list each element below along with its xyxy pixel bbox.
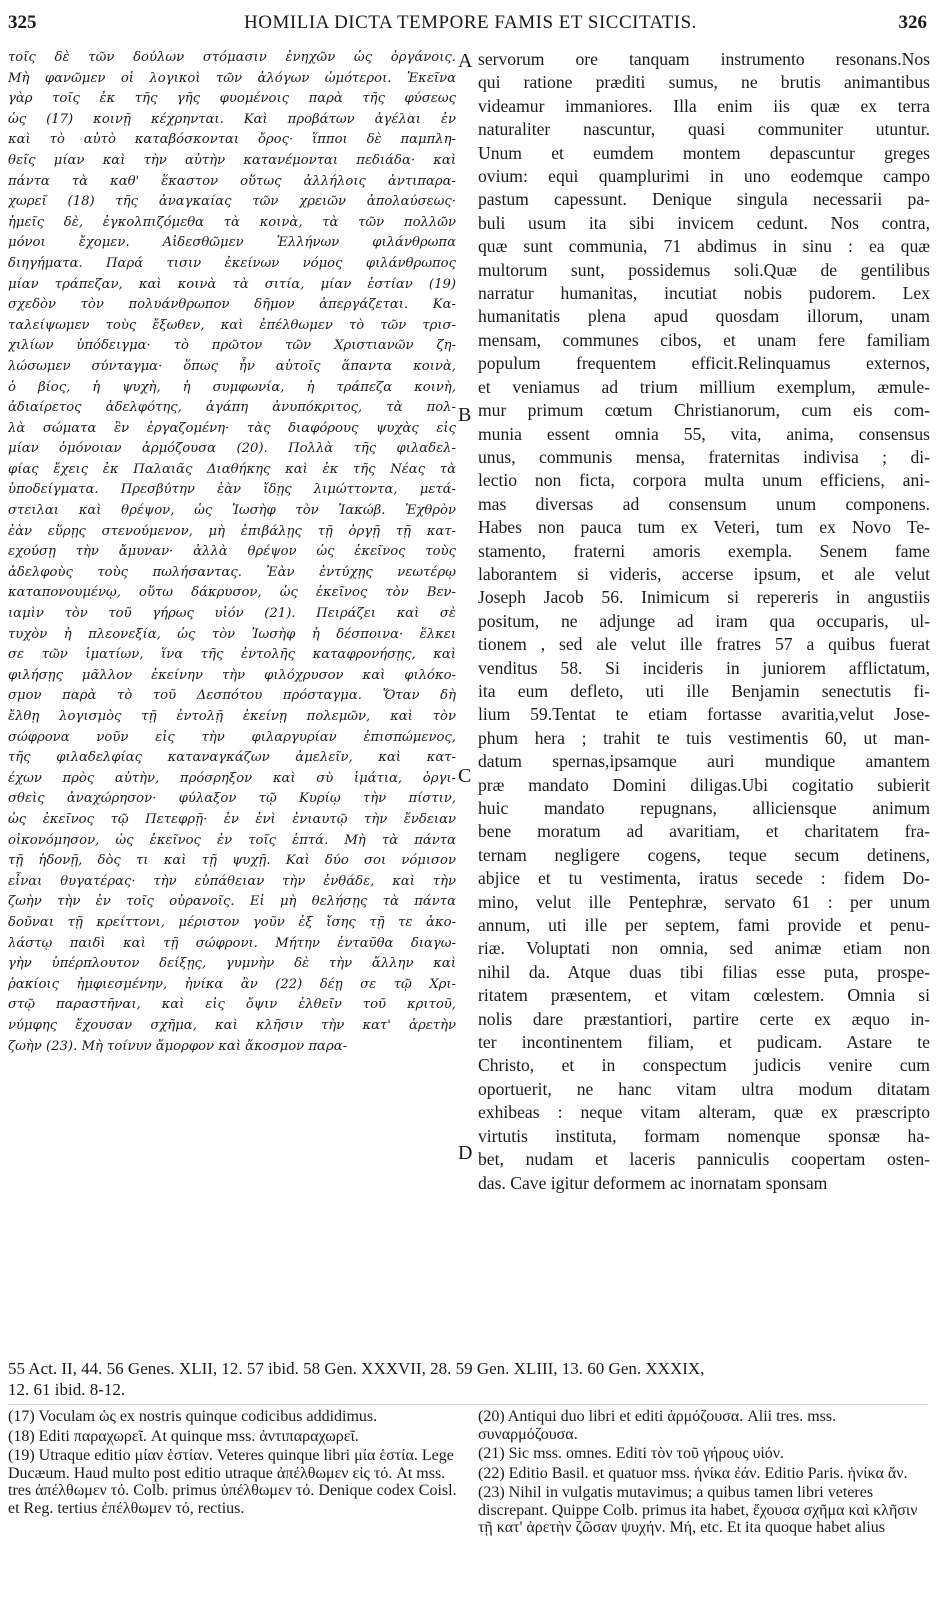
latin-text-line: ter incontinentem filiam, et pudicam. Astare te	[478, 1032, 930, 1053]
latin-text-line: Christo, et in conspectum judicis venire cum	[478, 1055, 930, 1076]
section-marker-a: A	[458, 50, 473, 72]
latin-text-column	[478, 48, 930, 1195]
latin-text-line: ita eum defleto, uti ille Benjamin senectutis fi-	[478, 680, 930, 701]
greek-text-line: νύμφης ἔχουσαν σχῆμα, καὶ κλῆσιν τὴν κατ' ἀρετὴν	[8, 1017, 456, 1033]
latin-text-line: oportuerit, ne hanc vitam ultra modum ditatam	[478, 1078, 930, 1099]
greek-text-line: ἀδιαίρετος ἀδελφότης, ἀγάπη ἀνυπόκριτος, τὰ πολ-	[8, 400, 456, 416]
scripture-references-line: 12. 61 ibid. 8-12.	[8, 1380, 126, 1399]
latin-text-line: lium 59.Tentat te etiam fortasse avaritia,velut Jose-	[478, 704, 930, 725]
latin-text-line: huic mandato repugnans, alliciensque animum	[478, 798, 930, 818]
page-header	[0, 10, 941, 38]
section-marker-c: C	[458, 765, 472, 787]
footnotes-left	[8, 1408, 458, 1519]
latin-text-line: lectio non ficta, corpora multa unum efficiens, ani-	[478, 470, 930, 491]
latin-text-line: qui ratione præditi sumus, ne brutis animantibus	[478, 72, 930, 93]
latin-text-line: Habes non pauca tum ex Veteri, tum ex Novo Te-	[478, 517, 930, 538]
footnote-23: (23) Nihil in vulgatis mutavimus; a quibus tamen libri veteres discrepant. Quippe Colb. primus ita habet, ἔχουσα σχῆμα καὶ κλῆσιν τῇ κατ' ἀρετὴν ζῶσαν ψυχήν. Μή, etc. Et ita quoque habet alius	[478, 1484, 918, 1536]
latin-text-line: et veniamus ad trium millium exemplum, æmule-	[478, 376, 930, 397]
latin-text-line: positum, ne adjunge ad iram qua occuparis, ul-	[478, 610, 930, 631]
latin-text-line: ovium: equi quamplurimi in uno eodemque campo	[478, 166, 930, 187]
latin-text-line: multorum sunt, possidemus soli.Quæ de gentilibus	[478, 259, 930, 280]
page-number-left: 325	[8, 12, 37, 33]
greek-text-line: ἀδελφοὺς τοὺς πωλήσαντας. Ἐὰν ἐντύχῃς νεωτέρῳ	[8, 564, 456, 580]
latin-text-line: unus, communis mensa, fraternitas indivisa ; di-	[478, 446, 930, 467]
greek-text-line: δοῦναι τῇ κρείττονι, μέριστον γοῦν ἐξ ἴσης τῇ τε ἀκο-	[8, 914, 456, 930]
greek-text-line: χιλίων ὑπόδειγμα· τὸ πρῶτον τῶν Χριστιανῶν ζη-	[8, 338, 456, 354]
latin-text-line: bet, nudam et laceris panniculis coopertam osten-	[478, 1149, 930, 1170]
latin-text-line: riæ. Voluptati non omnia, sed animæ etiam non	[478, 938, 930, 959]
latin-text-line: pastum capessunt. Denique singula necessarii pa-	[478, 189, 930, 210]
greek-text-line: στῷ παραστῆναι, καὶ εἰς ὄψιν ἐλθεῖν τοῦ κριτοῦ,	[8, 997, 456, 1013]
greek-text-line: ὑποδείγματα. Πρεσβύτην ἐὰν ἴδῃς λιμώττοντα, μετά-	[8, 482, 456, 498]
greek-text-line: λὰ σώματα ἓν ἐργαζομένη· τὰς διαφόρους ψυχὰς εἰς	[8, 420, 456, 436]
greek-text-line: τῇ ἡδονῇ, δὸς τι καὶ τῇ ψυχῇ. Καὶ δύο σοι νόμισον	[8, 853, 456, 869]
footnote-22: (22) Editio Basil. et quatuor mss. ἡνίκα ἐάν. Editio Paris. ἡνίκα ἄν.	[478, 1464, 908, 1482]
greek-text-line: τοῖς δὲ τῶν δούλων στόμασιν ἐνηχῶν ὡς ὀργάνοις.	[8, 50, 456, 65]
latin-text-line: mas diversas ad consensum unum componens.	[478, 493, 930, 514]
greek-text-line: σμον παρὰ τὸ τοῦ Δεσπότου πρόσταγμα. Ὅταν δὴ	[8, 688, 456, 704]
greek-text-line: οἰκονόμησον, ὡς ἐκεῖνος ἐν τοῖς ἑπτά. Μὴ τὰ πάντα	[8, 832, 456, 848]
latin-text-line: mur primum cœtum Christianorum, cum eis com-	[478, 400, 930, 421]
greek-text-line: σθεὶς ἀναχώρησον· φύλαξον τῷ Κυρίῳ τὴν πίστιν,	[8, 791, 456, 807]
latin-text-line: humanitatis plena apud quosdam illorum, unam	[478, 306, 930, 327]
greek-text-line: διηγήματα. Παρά τισιν ἐκείνων νόμος φιλάνθρωπος	[8, 255, 456, 271]
greek-text-line: τῆς φιλαδελφίας καταναγκάζων ἀμελεῖν, καὶ κατ-	[8, 750, 456, 766]
greek-text-line: μόνοι ἔχομεν. Αἰδεσθῶμεν Ἑλλήνων φιλάνθρωπα	[8, 235, 456, 251]
greek-text-line: λάστῳ παιδὶ καὶ τῇ σώφρονι. Μήτην ἐνταῦθα διαγω-	[8, 935, 456, 951]
latin-text-line: narratur humanitas, incutiat nobis pudorem. Lex	[478, 283, 930, 304]
latin-text-line: virtutis instituta, formam nomenque sponsæ ha-	[478, 1125, 930, 1146]
greek-text-line: ὁ βίος, ἡ ψυχὴ, ἡ συμφωνία, ἡ τράπεζα κοινὴ,	[8, 379, 456, 395]
latin-text-line: Joseph Jacob 56. Inimicum si repereris in angustiis	[478, 587, 930, 608]
greek-text-line: έχων πρὸς αὐτὴν, πρόσρηξον καὶ σὺ ἱμάτια, ὀργι-	[8, 770, 456, 786]
latin-text-line: mino, velut ille Pentephræ, servato 61 : per unum	[478, 891, 930, 912]
greek-text-line: φιλήσῃς μᾶλλον ἐκείνην τὴν φιλόχρυσον καὶ φιλόκο-	[8, 667, 456, 683]
greek-text-line: σχεδὸν τὸν πολυάνθρωπον δῆμον ἀπεργάζεται. Κα-	[8, 297, 456, 313]
greek-text-line: στειλαι καὶ θρέψον, ὡς Ἰωσὴφ τὸν Ἰακώβ. Ἐχθρὸν	[8, 503, 456, 519]
footnote-18: (18) Editi παραχωρεῖ. At quinque mss. ἀντιπαραχωρεῖ.	[8, 1427, 359, 1445]
latin-text-line: buli usum ita sibi invicem cedunt. Nos contra,	[478, 212, 930, 233]
greek-text-line: ταλείψωμεν τοὺς ἔξωθεν, καὶ ἐπέλθωμεν τὸ τῶν τρισ-	[8, 317, 456, 333]
greek-text-line: μίαν ὁμόνοιαν ἁρμόζουσα (20). Πολλὰ τῆς φιλαδελ-	[8, 441, 456, 457]
greek-text-line: ζωὴν τὴν ἐν τοῖς οὐρανοῖς. Εἰ μὴ θελήσῃς τὰ πάντα	[8, 894, 456, 910]
latin-text-line: tionem , sed ale velut ille fratres 57 a quibus fuerat	[478, 634, 930, 655]
latin-text-line: servorum ore tanquam instrumento resonans.Nos	[478, 49, 930, 69]
greek-text-line: εχούσῃ τὴν ἄμυναν· ἀλλὰ θρέψον ὡς ἐκεῖνος τοὺς	[8, 544, 456, 560]
latin-text-line: præ mandato Domini diligas.Ubi cogitatio subierit	[478, 774, 930, 795]
footnote-19: (19) Utraque editio μίαν ἑστίαν. Veteres quinque libri μία ἑστία. Lege Ducæum. Haud multo post editio utraque ἀπέλθωμεν εἰς τό. At mss. tres ἀπέλθωμεν τό. Colb. primus ὑπέλθωμεν τό. Denique codex Coisl. et Reg. tertius ἐπέλθωμεν τό, rectius.	[8, 1447, 457, 1517]
footnote-divider	[8, 1404, 928, 1405]
greek-text-line: πάντα τὰ καθ' ἕκαστον οὕτως ἀλλήλοις ἀντιπαρα-	[8, 173, 456, 189]
greek-text-line: Μὴ φανῶμεν οἱ λογικοὶ τῶν ἀλόγων ὠμότεροι. Ἐκεῖνα	[8, 70, 456, 86]
latin-text-line: quæ sunt communia, 71 abdimus in sinu : ea quæ	[478, 236, 930, 257]
footnote-20: (20) Antiqui duo libri et editi ἁρμόζουσα. Alii tres. mss. συναρμόζουσα.	[478, 1408, 837, 1443]
greek-text-line: εἶναι θυγατέρας· τὴν εὐπάθειαν τὴν ἐνθάδε, καὶ τὴν	[8, 873, 456, 889]
greek-text-line: ῥακίοις ἠμφιεσμένην, ἡνίκα ἂν (22) δέῃ σε τῷ Χρι-	[8, 976, 456, 992]
greek-text-line: σε τῶν ἱματίων, ἵνα τῆς ἐντολῆς καταφρονήσῃς, καὶ	[8, 647, 456, 663]
latin-text-line: laborantem si videris, accerse ipsum, et ale velut	[478, 563, 930, 584]
latin-text-line: nihil da. Atque duas tibi filias esse puta, prospe-	[478, 961, 930, 982]
latin-text-line: das. Cave igitur deformem ac inornatam sponsam	[478, 1172, 828, 1193]
latin-text-line: datum spernas,ipsamque auri mundique amantem	[478, 751, 930, 772]
greek-text-line: γὴν ὑπέρπλουτον δείξῃς, γυμνὴν δὲ τὴν ἄλλην καὶ	[8, 956, 456, 972]
latin-text-line: naturaliter nascuntur, quasi communiter utuntur.	[478, 119, 930, 140]
running-title: HOMILIA DICTA TEMPORE FAMIS ET SICCITATIS.	[244, 12, 697, 33]
greek-text-line: καὶ τὸ αὐτὸ καταβόσκονται ὄρος· ἵπποι δὲ παμπλη-	[8, 132, 456, 148]
footnote-17: (17) Voculam ὡς ex nostris quinque codicibus addidimus.	[8, 1408, 378, 1425]
greek-text-line: γὰρ τοῖς ἐκ τῆς γῆς φυομένοις παρὰ τῆς φύσεως	[8, 91, 456, 107]
greek-text-line: μίαν τράπεζαν, καὶ κοινὰ τὰ σιτία, μίαν ἑστίαν (19)	[8, 276, 456, 292]
latin-text-line: mensam, communes cibos, et unam fere familiam	[478, 329, 930, 350]
latin-text-line: videamur immaniores. Illa enim iis quæ ex terra	[478, 95, 930, 116]
scripture-references	[8, 1358, 928, 1400]
greek-text-line: καταπονουμένῳ, οὕτω δάκρυσον, ὡς ἐκεῖνος τὸν Βεν-	[8, 585, 456, 601]
greek-text-line: ζωὴν (23). Μὴ τοίνυν ἄμορφον καὶ ἄκοσμον παρα-	[8, 1038, 348, 1054]
greek-text-line: ἔλθῃ λογισμὸς τῇ ἐντολῇ ἐκείνῃ πολεμῶν, καὶ τὸν	[8, 709, 456, 724]
latin-text-line: annum, uti ille per septem, fami provide et penu-	[478, 915, 930, 936]
scripture-references-line: 55 Act. II, 44. 56 Genes. XLII, 12. 57 ibid. 58 Gen. XXXVII, 28. 59 Gen. XLIII, 13. 60 Gen. XXXIX,	[8, 1359, 705, 1378]
latin-text-line: exhibeas : neque vitam alteram, quæ ex præscripto	[478, 1102, 930, 1123]
greek-text-column	[8, 48, 456, 1057]
latin-text-line: abjice et tu vestimenta, iratus secede : fidem Do-	[478, 868, 930, 889]
greek-text-line: ιαμὶν τὸν τοῦ γήρως υἱόν (21). Πειράζει καὶ σὲ	[8, 606, 456, 622]
greek-text-line: λώσωμεν σύνταγμα· ὅπως ἦν αὐτοῖς ἅπαντα κοινὰ,	[8, 358, 456, 374]
greek-text-line: φίας ἔχεις ἐκ Παλαιᾶς Διαθήκης καὶ ἐκ τῆς Νέας τὰ	[8, 461, 456, 477]
latin-text-line: nolis dare præstantiori, partire certe ex æquo in-	[478, 1008, 930, 1029]
page-number-right: 326	[898, 12, 927, 33]
section-marker-d: D	[458, 1142, 473, 1164]
latin-text-line: munia essent omnia 55, vita, anima, consensus	[478, 423, 930, 444]
greek-text-line: ἡμεῖς δὲ, ἐγκολπιζόμεθα τὰ κοινὰ, τὰ τῶν πολλῶν	[8, 214, 456, 230]
latin-text-line: ternam negligere cogens, teque secum detinens,	[478, 844, 930, 865]
latin-text-line: populum frequentem efficit.Relinquamus externos,	[478, 353, 930, 374]
latin-text-line: phum hera ; trahit te tuis vestimentis 60, ut man-	[478, 727, 930, 748]
section-marker-b: B	[458, 404, 472, 426]
greek-text-line: θεῖς μίαν καὶ τὴν αὐτὴν κατανέμονται πεδιάδα· καὶ	[8, 152, 456, 168]
latin-text-line: ritatem præsentem, et vitam cœlestem. Omnia si	[478, 985, 930, 1006]
footnote-21: (21) Sic mss. omnes. Editi τὸν τοῦ γήρους υἱόν.	[478, 1445, 785, 1462]
footnotes-right	[478, 1408, 930, 1539]
greek-text-line: χωρεῖ (18) τῆς ἀναγκαίας τῶν χρειῶν ἀπολαύσεως·	[8, 194, 456, 210]
greek-text-line: τυχὸν ἡ πλεονεξία, ὡς τὸν Ἰωσὴφ ἡ δέσποινα· ἕλκει	[8, 626, 456, 642]
latin-text-line: stamento, fraterni amoris exempla. Senem fame	[478, 540, 930, 561]
greek-text-line: ὡς ἐκεῖνος τῷ Πετεφρῇ· ἐν ἑνὶ ἐνιαυτῷ τὴν ἔνδειαν	[8, 811, 456, 827]
greek-text-line: ἐὰν εὕρῃς στενούμενον, μὴ ἐπιβάλῃς τῇ ὀργῇ τῇ κατ-	[8, 523, 456, 539]
greek-text-line: σώφρονα νοῦν εἰς τὴν φιλαργυρίαν ἐπισπώμενος,	[8, 729, 456, 745]
latin-text-line: venditus 58. Si incideris in juniorem afflictatum,	[478, 657, 930, 678]
latin-text-line: bene moratum ad avaritiam, et charitatem fra-	[478, 821, 930, 842]
latin-text-line: Unum et eumdem montem depascuntur greges	[478, 142, 930, 163]
greek-text-line: ὡς (17) κοινῇ κέχρηνται. Καὶ προβάτων ἀγέλαι ἐν	[8, 111, 456, 127]
